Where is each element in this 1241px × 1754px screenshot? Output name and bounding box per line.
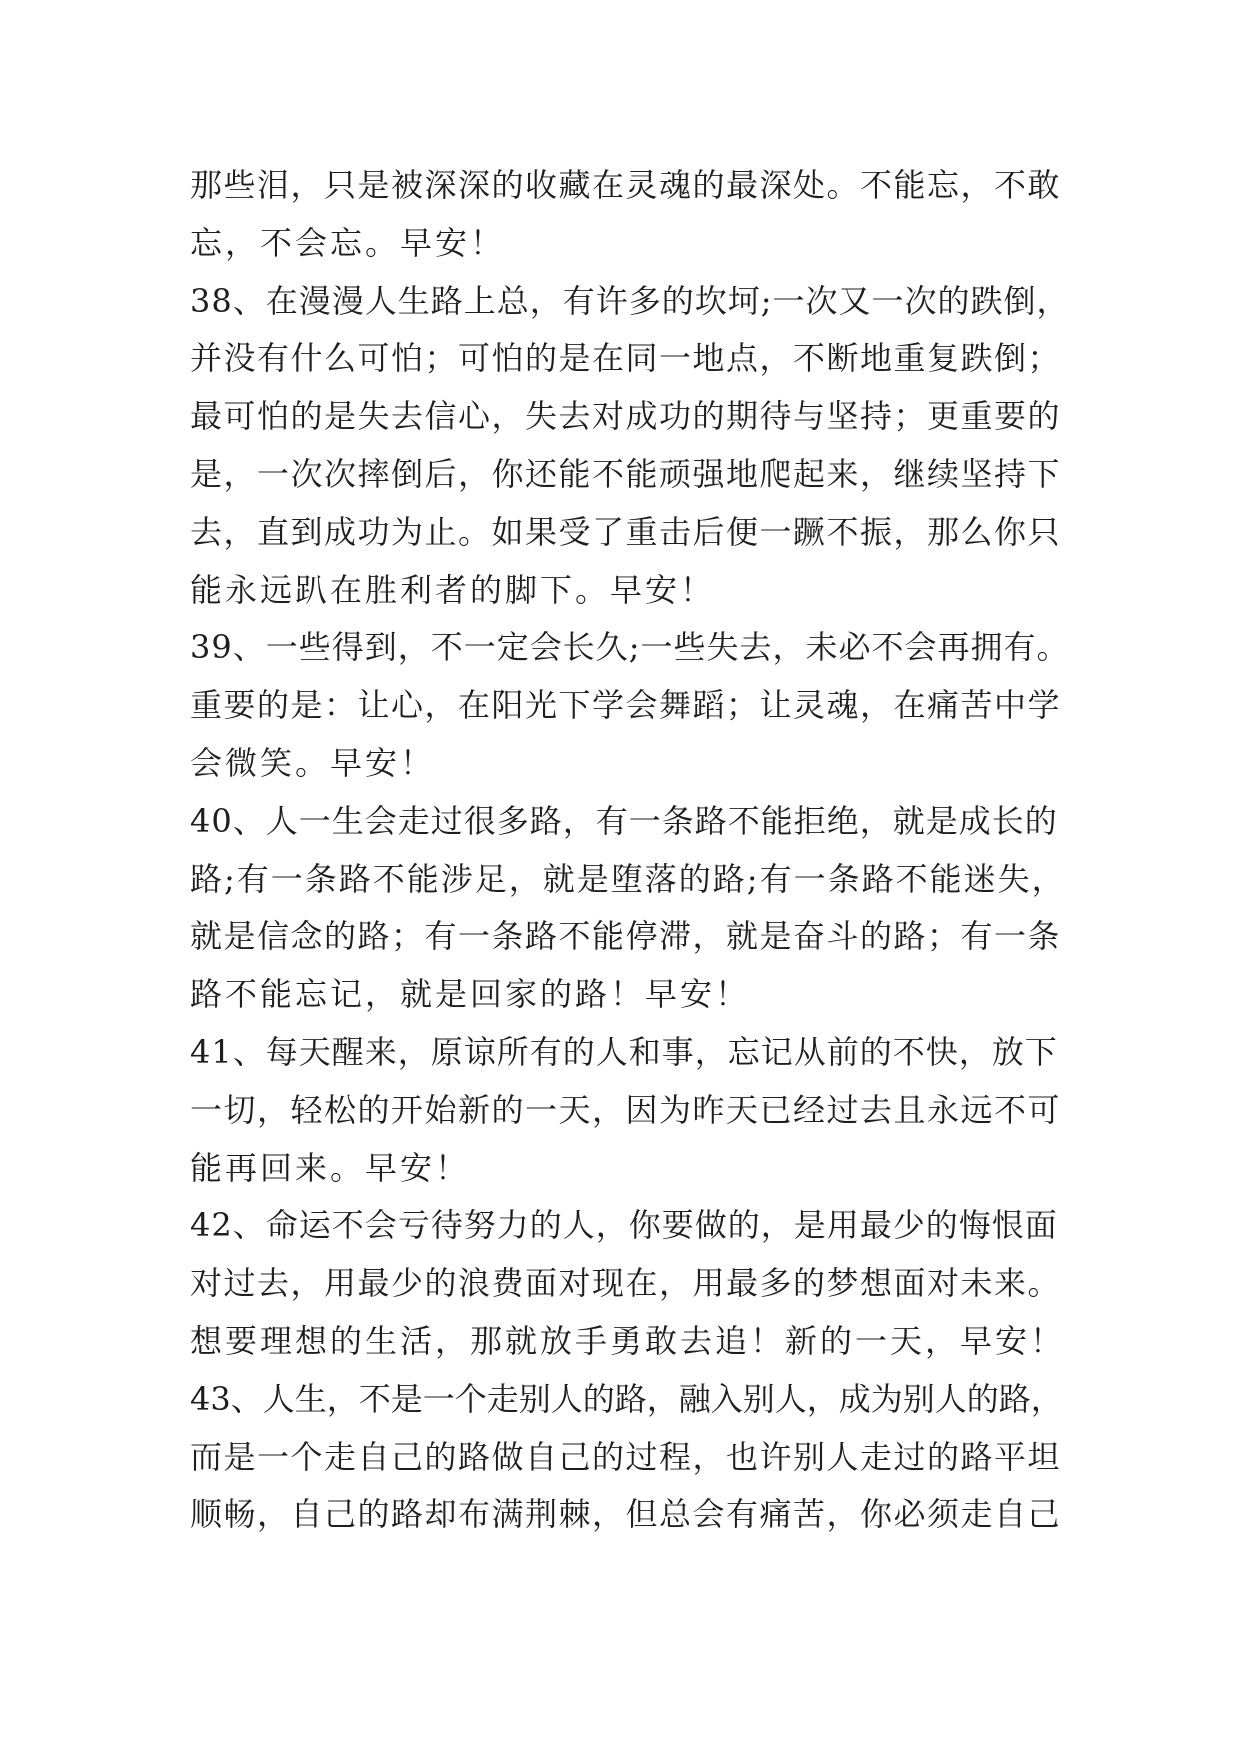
text-line: 对过去，用最少的浪费面对现在，用最多的梦想面对未来。 — [190, 1264, 1062, 1303]
text-line: 42、命运不会亏待努力的人，你要做的，是用最少的悔恨面 — [190, 1206, 1058, 1245]
text-line: 想要理想的生活，那就放手勇敢去追！新的一天，早安！ — [190, 1321, 1066, 1360]
text-line: 顺畅，自己的路却布满荆棘，但总会有痛苦，你必须走自己 — [190, 1495, 1062, 1534]
text-line: 重要的是：让心，在阳光下学会舞蹈；让灵魂，在痛苦中学 — [190, 686, 1062, 725]
text-line: 并没有什么可怕；可怕的是在同一地点，不断地重复跌倒； — [190, 339, 1062, 378]
text-line: 去，直到成功为止。如果受了重击后便一蹶不振，那么你只 — [190, 512, 1062, 551]
text-line: 是，一次次摔倒后，你还能不能顽强地爬起来，继续坚持下 — [190, 454, 1062, 493]
text-line: 能永远趴在胜利者的脚下。早安！ — [190, 570, 716, 609]
text-line: 一切，轻松的开始新的一天，因为昨天已经过去且永远不可 — [190, 1090, 1062, 1129]
text-line: 而是一个走自己的路做自己的过程，也许别人走过的路平坦 — [190, 1437, 1062, 1476]
text-line: 38、在漫漫人生路上总，有许多的坎坷;一次又一次的跌倒， — [190, 281, 1070, 320]
text-line: 最可怕的是失去信心，失去对成功的期待与坚持；更重要的 — [190, 397, 1062, 436]
text-line: 能再回来。早安！ — [190, 1148, 471, 1187]
text-line: 39、一些得到，不一定会长久;一些失去，未必不会再拥有。 — [190, 628, 1070, 667]
text-line: 就是信念的路；有一条路不能停滞，就是奋斗的路；有一条 — [190, 917, 1062, 956]
text-line: 41、每天醒来，原谅所有的人和事，忘记从前的不快，放下 — [190, 1032, 1058, 1071]
body-text — [190, 157, 1070, 1544]
text-line: 会微笑。早安！ — [190, 743, 436, 782]
text-line: 那些泪，只是被深深的收藏在灵魂的最深处。不能忘，不敢 — [190, 166, 1062, 204]
text-line: 忘，不会忘。早安！ — [190, 223, 506, 262]
text-line: 40、人一生会走过很多路，有一条路不能拒绝，就是成长的 — [190, 801, 1058, 840]
text-line: 路不能忘记，就是回家的路！早安！ — [190, 975, 751, 1014]
text-line: 43、人生，不是一个走别人的路，融入别人，成为别人的路， — [190, 1379, 1063, 1418]
text-line: 路;有一条路不能涉足，就是堕落的路;有一条路不能迷失， — [190, 859, 1066, 898]
